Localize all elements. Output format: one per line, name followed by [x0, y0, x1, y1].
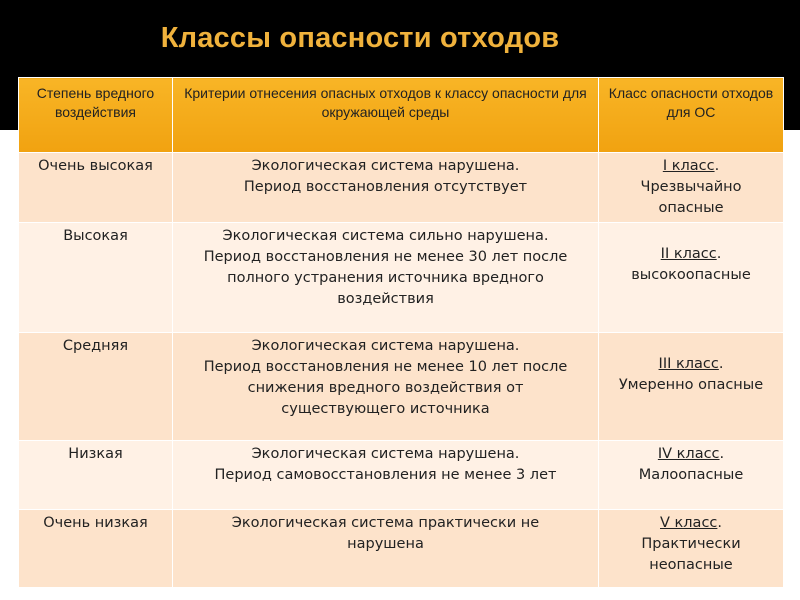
criteria-cell [173, 441, 599, 510]
table-row [19, 333, 784, 441]
class-label [603, 444, 779, 465]
criteria-line: Период восстановления не менее 10 лет после [203, 359, 568, 375]
class-description: Практически [641, 536, 741, 552]
class-description: Чрезвычайно [640, 179, 742, 195]
class-cell [599, 441, 784, 510]
class-number: I класс [662, 158, 715, 174]
class-description: неопасные [649, 557, 733, 573]
class-cell [599, 333, 784, 441]
class-number: III класс [658, 356, 719, 372]
class-punct: . [719, 446, 725, 462]
slide-title: Классы опасности отходов [160, 22, 560, 54]
degree-cell: Средняя [19, 333, 173, 441]
criteria-line: нарушена [347, 536, 424, 552]
criteria-line: снижения вредного воздействия от [247, 380, 524, 396]
criteria-cell [173, 333, 599, 441]
class-description: Малоопасные [638, 467, 744, 483]
criteria-line: Экологическая система нарушена. [251, 446, 520, 462]
header-degree: Степень вредного воздействия [19, 78, 173, 153]
criteria-cell [173, 223, 599, 333]
degree-cell: Очень высокая [19, 153, 173, 223]
criteria-cell [173, 510, 599, 588]
criteria-line: существующего источника [281, 401, 490, 417]
class-punct: . [717, 515, 722, 531]
criteria-line: Период самовосстановления не менее 3 лет [214, 467, 557, 483]
criteria-line: Экологическая система нарушена. [251, 158, 520, 174]
class-number: II класс [660, 246, 717, 262]
class-punct: . [718, 356, 724, 372]
class-description: опасные [658, 200, 724, 216]
class-punct: . [714, 158, 720, 174]
degree-cell: Низкая [19, 441, 173, 510]
table-header-row [19, 78, 784, 153]
class-cell [599, 223, 784, 333]
class-punct: . [716, 246, 722, 262]
table-row [19, 441, 784, 510]
degree-cell: Очень низкая [19, 510, 173, 588]
class-cell [599, 510, 784, 588]
criteria-line: Экологическая система сильно нарушена. [222, 228, 549, 244]
hazard-classes-table [18, 77, 784, 588]
class-cell [599, 153, 784, 223]
class-description: Умеренно опасные [618, 377, 764, 393]
degree-cell: Высокая [19, 223, 173, 333]
table-row [19, 510, 784, 588]
criteria-line: полного устранения источника вредного [227, 270, 544, 286]
criteria-line: Период восстановления не менее 30 лет после [203, 249, 568, 265]
criteria-line: Период восстановления отсутствует [243, 179, 528, 195]
header-class: Класс опасности отходов для ОС [599, 78, 784, 153]
class-number: IV класс [657, 446, 720, 462]
criteria-line: воздействия [337, 291, 434, 307]
class-label [603, 244, 779, 265]
criteria-line: Экологическая система практически не [231, 515, 540, 531]
class-label [603, 354, 779, 375]
class-label [603, 513, 779, 534]
header-criteria: Критерии отнесения опасных отходов к классу опасности для окружающей среды [173, 78, 599, 153]
criteria-line: Экологическая система нарушена. [251, 338, 520, 354]
table-row [19, 223, 784, 333]
class-label [603, 156, 779, 177]
class-description: высокоопасные [631, 267, 751, 283]
class-number: V класс [660, 515, 718, 531]
criteria-cell [173, 153, 599, 223]
table-row [19, 153, 784, 223]
